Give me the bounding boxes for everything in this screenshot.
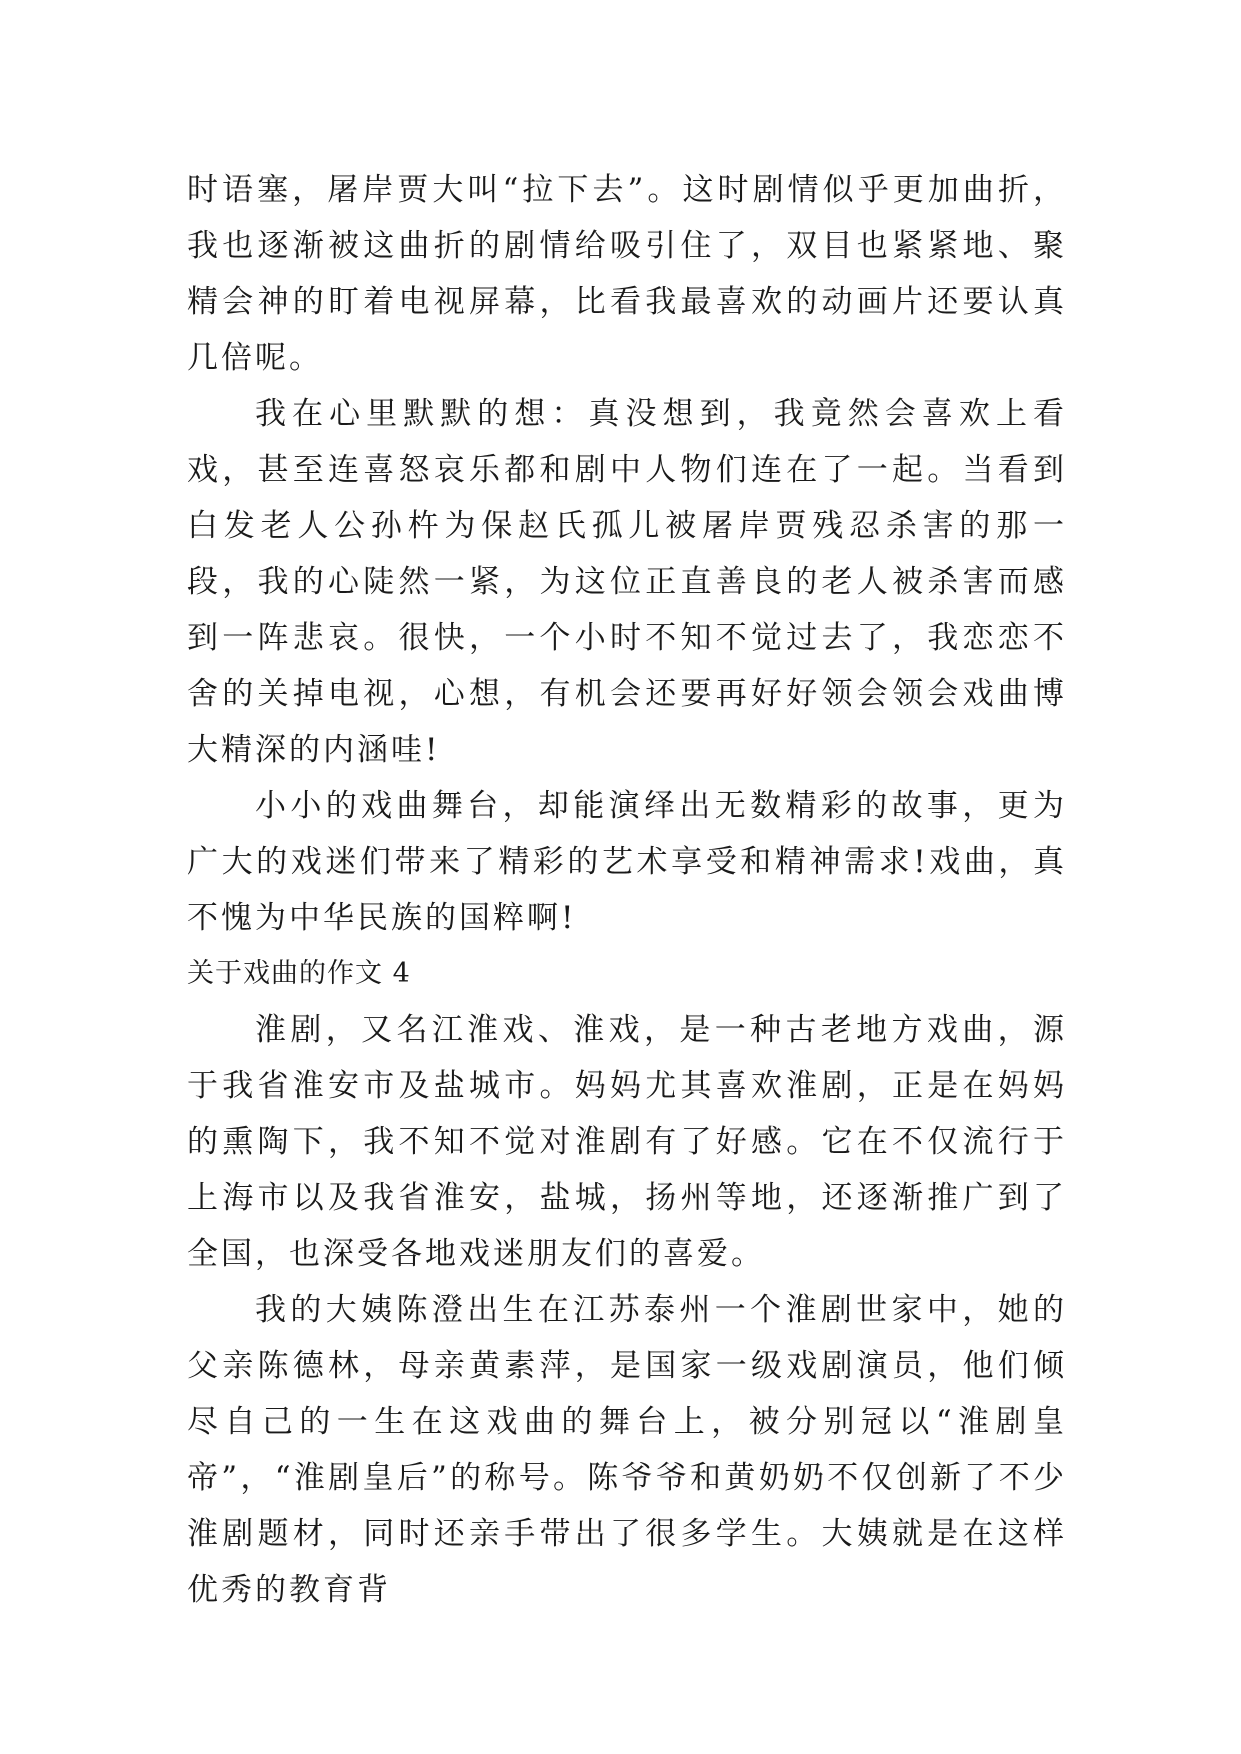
paragraph-huaiju-intro: 淮剧，又名江淮戏、淮戏，是一种古老地方戏曲，源于我省淮安市及盐城市。妈妈尤其喜欢淮剧，正是在妈妈的熏陶下，我不知不觉对淮剧有了好感。它在不仅流行于上海市以及我省淮安，盐城，扬州等地，还逐渐推广到了全国，也深受各地戏迷朋友们的喜爱。 — [187, 1012, 1067, 1272]
section-heading: 关于戏曲的作文 4 — [187, 958, 411, 989]
paragraph-reflection: 我在心里默默的想：真没想到，我竟然会喜欢上看戏，甚至连喜怒哀乐都和剧中人物们连在了一起。当看到白发老人公孙杵为保赵氏孤儿被屠岸贾残忍杀害的那一段，我的心陡然一紧，为这位正直善良的老人被杀害而感到一阵悲哀。很快，一个小时不知不觉过去了，我恋恋不舍的关掉电视，心想，有机会还要再好好领会领会戏曲博大精深的内涵哇! — [187, 396, 1067, 768]
paragraph-aunt-family: 我的大姨陈澄出生在江苏泰州一个淮剧世家中，她的父亲陈德林，母亲黄素萍，是国家一级戏剧演员，他们倾尽自己的一生在这戏曲的舞台上，被分别冠以“淮剧皇帝”，“淮剧皇后”的称号。陈爷爷和黄奶奶不仅创新了不少淮剧题材，同时还亲手带出了很多学生。大姨就是在这样优秀的教育背 — [187, 1292, 1067, 1608]
paragraph-continuation: 时语塞，屠岸贾大叫“拉下去”。这时剧情似乎更加曲折，我也逐渐被这曲折的剧情给吸引住了，双目也紧紧地、聚精会神的盯着电视屏幕，比看我最喜欢的动画片还要认真几倍呢。 — [187, 172, 1067, 376]
document-body — [187, 162, 1067, 1618]
paragraph-conclusion: 小小的戏曲舞台，却能演绎出无数精彩的故事，更为广大的戏迷们带来了精彩的艺术享受和精神需求!戏曲，真不愧为中华民族的国粹啊! — [187, 788, 1067, 936]
